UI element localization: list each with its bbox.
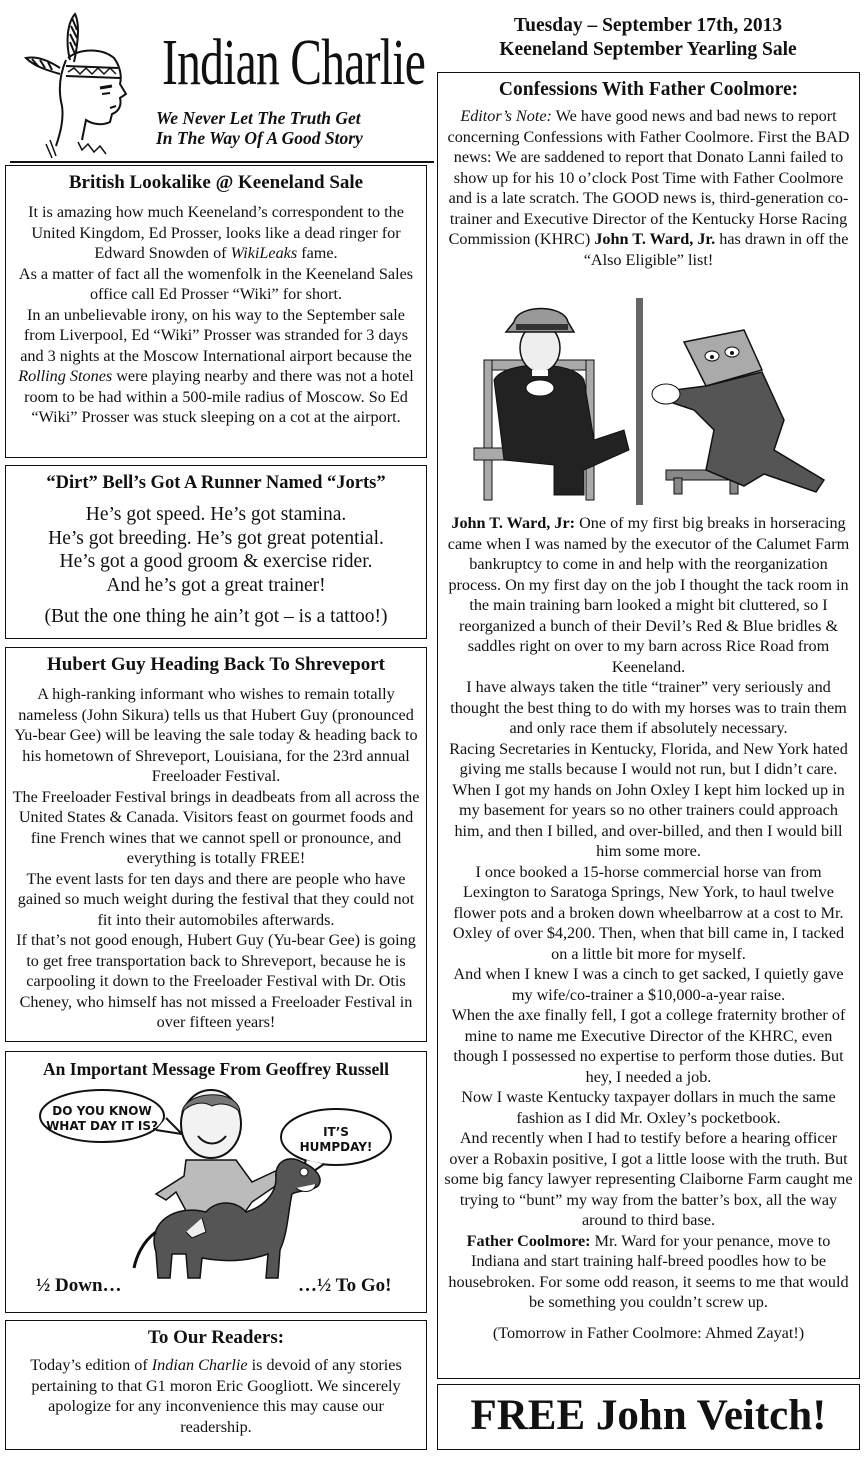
article-headline: To Our Readers: <box>147 1327 285 1348</box>
article-dirt-bell <box>5 465 427 639</box>
ward-paragraph: And recently when I had to testify before a hearing officer over a Robaxin positive, I got a little loose with the truth. But some big fancy lawyer representing Claiborne Farm caught me trying to “bunt” my way from the batter’s box, all the way around to third base. <box>444 1129 853 1229</box>
ward-paragraph: When the axe finally fell, I got a college fraternity brother of mine to name me Executive Director of the KHRC, even though I possessed no expertise to perform those duties. But hey, I needed a job. <box>451 1006 846 1086</box>
article-paragraph: The Freeloader Festival brings in deadbeats from all across the United States & Canada. Visitors feast on gourmet foods and fine French wines that we cannot spell or pronounce, and everything is totally FREE! <box>12 787 420 867</box>
text-run: is devoid of any stories pertaining to that G1 moron Eric Googliott. We sincerely apologize for any inconvenience this may cause our readership. <box>31 1356 402 1436</box>
ward-paragraph: I have always taken the title “trainer” very seriously and thought the best thing to do with my horses was to train them and only race them if absolutely necessary. <box>450 678 847 737</box>
bubble-right-text <box>281 1125 391 1155</box>
article-hubert-guy <box>5 647 427 1042</box>
article-headline: British Lookalike @ Keeneland Sale <box>68 172 364 193</box>
article-paragraph: The event lasts for ten days and there are people who have gained so much weight during the festival that they could not fit into their automobiles afterwards. <box>17 869 415 929</box>
father-coolmore-paragraph <box>444 1231 853 1313</box>
masthead-rule <box>10 161 434 163</box>
article-headline: “Dirt” Bell’s Got A Runner Named “Jorts” <box>46 473 386 493</box>
speaker-label: John T. Ward, Jr: <box>451 514 576 532</box>
dateline <box>436 14 860 62</box>
editors-note-label: Editor’s Note: <box>460 107 552 125</box>
free-john-veitch-banner <box>437 1384 860 1450</box>
text-run: Today’s edition of <box>30 1356 152 1374</box>
poem-line: He’s got a good groom & exercise rider. <box>59 551 373 572</box>
masthead <box>10 4 428 154</box>
text-run-italic: Indian Charlie <box>151 1356 248 1374</box>
bubble-line: HUMPDAY! <box>299 1140 373 1154</box>
ward-paragraph: Racing Secretaries in Kentucky, Florida, and New York hated giving me stalls because I would not run, but I didn’t care. When I got my hands on John Oxley I kept him locked up in my basement for years so no other trainers could approach him, and then I billed, and over-billed, and then I would bill him some more. <box>449 739 848 860</box>
bubble-line: WHAT DAY IT IS? <box>46 1119 158 1133</box>
article-british-lookalike <box>5 165 427 458</box>
indian-head-logo-icon <box>20 10 140 160</box>
tagline-line-1: We Never Let The Truth Get <box>156 108 361 128</box>
article-headline: An Important Message From Geoffrey Russell <box>43 1059 389 1079</box>
issue-date: Tuesday – September 17th, 2013 <box>513 15 783 36</box>
article-paragraph: A high-ranking informant who wishes to remain totally nameless (John Sikura) tells us that Hubert Guy (pronounced Yu-bear Gee) will be leaving the sale today & heading back to his hometown of Shreveport, Louisiana, for the 23rd annual Freeloader Festival. <box>14 685 418 785</box>
text-run-italic: WikiLeaks <box>230 244 298 262</box>
text-run: Mr. Ward for your penance, move to Indiana and start training half-breed poodles how to be housebroken. For some odd reason, it seems to me that would be something you couldn’t screw up. <box>448 1231 849 1311</box>
masthead-tagline <box>156 108 363 148</box>
tomorrow-teaser: (Tomorrow in Father Coolmore: Ahmed Zayat!) <box>492 1323 805 1342</box>
article-headline: Hubert Guy Heading Back To Shreveport <box>46 654 385 675</box>
speaker-label: Father Coolmore: <box>466 1231 591 1250</box>
article-paragraph <box>26 1355 406 1437</box>
article-paragraph <box>12 202 420 264</box>
caption-half-to-go: …½ To Go! <box>298 1275 392 1296</box>
article-confessions <box>437 72 860 1379</box>
text-run-bold: John T. Ward, Jr. <box>594 230 716 248</box>
text-run: fame. <box>297 244 338 262</box>
text-run: We have good news and bad news to report concerning Confessions with Father Coolmore. First the BAD news: We are saddened to report that Donato Lanni failed to show up for his 10 o’clock Post Time with Father Coolmore and is a late scratch. The GOOD news is, third-generation co-trainer and Executive Director of the Kentucky Horse Racing Commission (KHRC) <box>447 107 850 248</box>
banner-text: FREE John Veitch! <box>470 1392 827 1439</box>
article-geoffrey-russell <box>5 1051 427 1313</box>
article-paragraph: If that’s not good enough, Hubert Guy (Yu-bear Gee) is going to get free transportation back to Shreveport, because he is carpooling it down to the Freeloader Festival with Dr. Otis Cheney, who himself has not missed a Freeloader Festival in over fifteen years! <box>16 931 416 1031</box>
tagline-line-2: In The Way Of A Good Story <box>156 128 363 148</box>
masthead-title: Indian Charlie <box>162 26 426 99</box>
editors-note <box>444 106 853 270</box>
text-run: has drawn in off the “Also Eligible” list! <box>583 230 849 269</box>
ward-paragraph <box>444 513 853 677</box>
article-headline: Confessions With Father Coolmore: <box>498 79 799 100</box>
article-to-our-readers <box>5 1320 427 1450</box>
article-paragraph: As a matter of fact all the womenfolk in the Keeneland Sales office call Ed Prosser “Wiki” for short. <box>18 264 414 303</box>
poem-line: He’s got speed. He’s got stamina. <box>85 504 347 525</box>
poem-line: He’s got breeding. He’s got great potential. <box>48 527 384 549</box>
caption-half-down: ½ Down… <box>36 1275 122 1296</box>
poem-line: And he’s got a great trainer! <box>106 574 326 596</box>
bubble-line: IT’S <box>323 1125 349 1139</box>
ward-paragraph: And when I knew I was a cinch to get sacked, I quietly gave my wife/co-trainer a $10,000-a-year raise. <box>453 965 844 1004</box>
ward-paragraph: Now I waste Kentucky taxpayer dollars in much the same fashion as I did Mr. Oxley’s pocketbook. <box>461 1088 836 1127</box>
issue-event: Keeneland September Yearling Sale <box>499 39 797 60</box>
bubble-line: DO YOU KNOW <box>52 1104 152 1118</box>
confession-cartoon-icon <box>444 290 854 505</box>
text-run: were playing nearby and there was not a hotel room to be had within a 500-mile radius of Moscow. So Ed “Wiki” Prosser was stuck sleeping on a cot at the airport. <box>24 367 414 426</box>
article-paragraph <box>12 305 420 428</box>
poem-punchline: (But the one thing he ain’t got – is a tattoo!) <box>44 606 388 627</box>
text-run-italic: Rolling Stones <box>18 367 113 385</box>
bubble-left-text <box>42 1104 162 1134</box>
text-run: In an unbelievable irony, on his way to the September sale from Liverpool, Ed “Wiki” Prosser was stranded for 3 days and 3 nights at the Moscow International airport because the <box>20 305 412 365</box>
text-run: One of my first big breaks in horseracing came when I was named by the executor of the Calumet Farm bankruptcy to come in and help with the reorganization process. On my first day on the job I thought the tack room in the main training barn looked a might bit cluttered, so I reorganized a bunch of their Devil’s Red & Blue bridles & saddles right on over to my barn across Rice Road from Keeneland. <box>447 514 850 676</box>
text-run: It is amazing how much Keeneland’s correspondent to the United Kingdom, Ed Prosser, looks like a dead ringer for Edward Snowden of <box>28 203 404 262</box>
ward-paragraph: I once booked a 15-horse commercial horse van from Lexington to Saratoga Springs, New York, to haul twelve flower pots and a broken down wheelbarrow at a cost to Mr. Oxley of over $4,200. Then, when that bill came in, I tacked on a little bit more for myself. <box>452 862 845 963</box>
